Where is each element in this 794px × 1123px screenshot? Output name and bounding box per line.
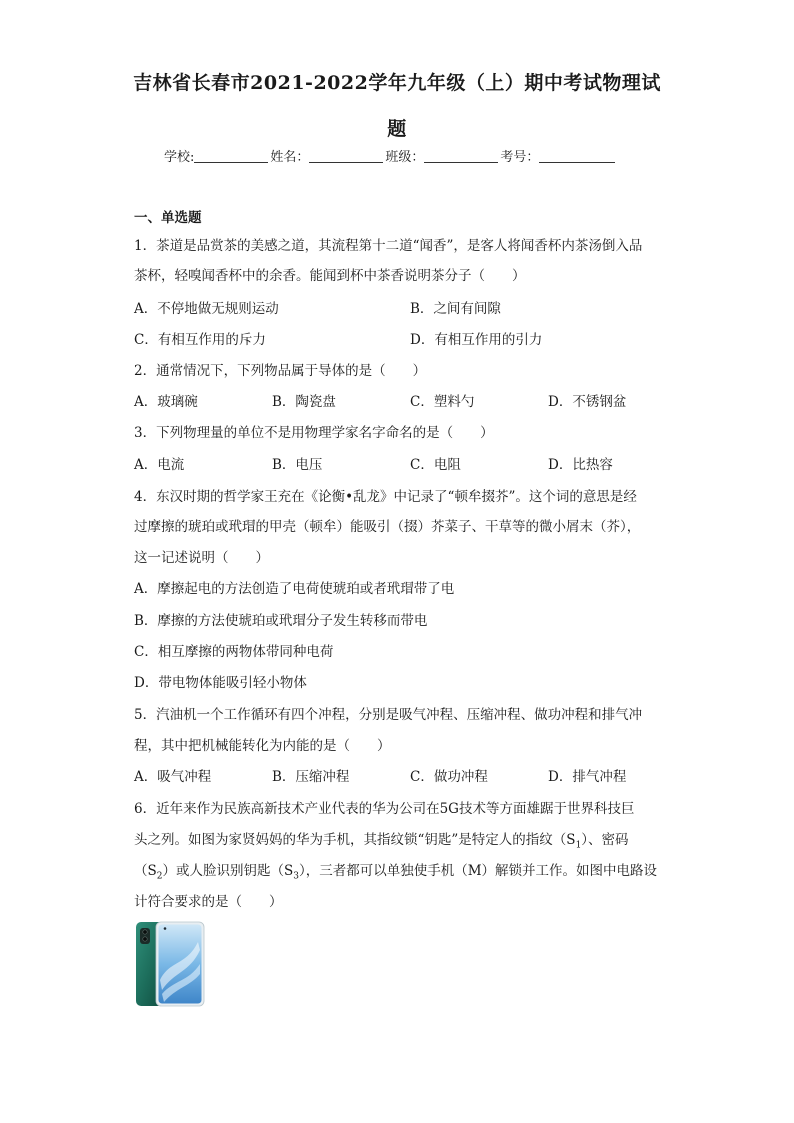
q6-stem-line4: 计符合要求的是（ ） <box>134 894 283 910</box>
q2-option-a: A．玻璃碗 <box>134 394 198 410</box>
q4-stem-line3: 这一记述说明（ ） <box>134 550 269 566</box>
q6-stem-line3 <box>134 859 657 882</box>
q4-stem-line1: 4．东汉时期的哲学家王充在《论衡•乱龙》中记录了“顿牟掇芥”。这个词的意思是经 <box>134 489 637 505</box>
q3-option-c: C．电阻 <box>410 457 461 473</box>
q5-option-d: D．排气冲程 <box>548 769 627 785</box>
class-label: 班级： <box>385 150 425 165</box>
q4-option-d: D．带电物体能吸引轻小物体 <box>134 675 307 691</box>
q5-option-b: B．压缩冲程 <box>272 769 350 785</box>
q5-option-a: A．吸气冲程 <box>134 769 212 785</box>
q3-option-a: A．电流 <box>134 457 185 473</box>
q1-option-a: A．不停地做无规则运动 <box>134 301 279 317</box>
q2-stem: 2．通常情况下，下列物品属于导体的是（ ） <box>134 363 427 379</box>
q3-stem: 3．下列物理量的单位不是用物理学家名字命名的是（ ） <box>134 425 494 441</box>
q4-option-b: B．摩擦的方法使琥珀或玳瑁分子发生转移而带电 <box>134 613 428 629</box>
q4-option-c: C．相互摩擦的两物体带同种电荷 <box>134 644 334 660</box>
q6-line2-part2: ）、密码 <box>581 832 629 848</box>
q2-option-c: C．塑料勺 <box>410 394 475 410</box>
q5-stem-line1: 5．汽油机一个工作循环有四个冲程，分别是吸气冲程、压缩冲程、做功冲程和排气冲 <box>134 707 643 723</box>
q6-line3-part1: （S <box>134 863 157 879</box>
q1-option-c: C．有相互作用的斥力 <box>134 332 266 348</box>
school-label: 学校: <box>164 150 195 165</box>
name-label: 姓名： <box>270 150 310 165</box>
q6-line3-part3: ），三者都可以单独使手机（M）解锁并工作。如图中电路设 <box>298 863 658 879</box>
q2-option-b: B．陶瓷盘 <box>272 394 336 410</box>
huawei-phone-image <box>134 920 206 1008</box>
q6-stem-line1: 6．近年来作为民族高新技术产业代表的华为公司在5G技术等方面雄踞于世界科技巨 <box>134 801 635 817</box>
exam-title-line1: 吉林省长春市2021-2022学年九年级（上）期中考试物理试 <box>133 72 661 94</box>
school-blank <box>194 148 268 163</box>
exam-no-blank <box>539 148 615 163</box>
exam-no-label: 考号： <box>500 150 540 165</box>
student-info-row <box>164 146 617 165</box>
q5-stem-line2: 程，其中把机械能转化为内能的是（ ） <box>134 738 391 754</box>
q6-line3-part2: ）或人脸识别钥匙（S <box>162 863 294 879</box>
q4-stem-line2: 过摩擦的琥珀或玳瑁的甲壳（顿牟）能吸引（掇）芥菜子、干草等的微小屑末（芥）， <box>134 519 641 535</box>
q6-s3-subscript: 3 <box>293 871 299 882</box>
name-blank <box>309 148 383 163</box>
q1-stem-line1: 1．茶道是品赏茶的美感之道，其流程第十二道“闻香”，是客人将闻香杯内茶汤倒入品 <box>134 238 643 254</box>
q6-s1-subscript: 1 <box>575 840 582 851</box>
exam-title-line2: 题 <box>387 118 407 140</box>
q4-option-a: A．摩擦起电的方法创造了电荷使琥珀或者玳瑁带了电 <box>134 581 455 597</box>
q3-option-b: B．电压 <box>272 457 323 473</box>
q6-s2-subscript: 2 <box>156 871 163 882</box>
q1-option-b: B．之间有间隙 <box>410 301 501 317</box>
q6-line2-part1: 头之列。如图为家贤妈妈的华为手机，其指纹锁“钥匙”是特定人的指纹（S <box>134 832 576 848</box>
q3-option-d: D．比热容 <box>548 457 613 473</box>
q6-stem-line2 <box>134 828 629 851</box>
q1-stem-line2: 茶杯，轻嗅闻香杯中的余香。能闻到杯中茶香说明茶分子（ ） <box>134 268 526 284</box>
class-blank <box>424 148 498 163</box>
q1-option-d: D．有相互作用的引力 <box>410 332 543 348</box>
q5-option-c: C．做功冲程 <box>410 769 488 785</box>
q2-option-d: D．不锈钢盆 <box>548 394 627 410</box>
section-heading: 一、单选题 <box>134 210 202 226</box>
